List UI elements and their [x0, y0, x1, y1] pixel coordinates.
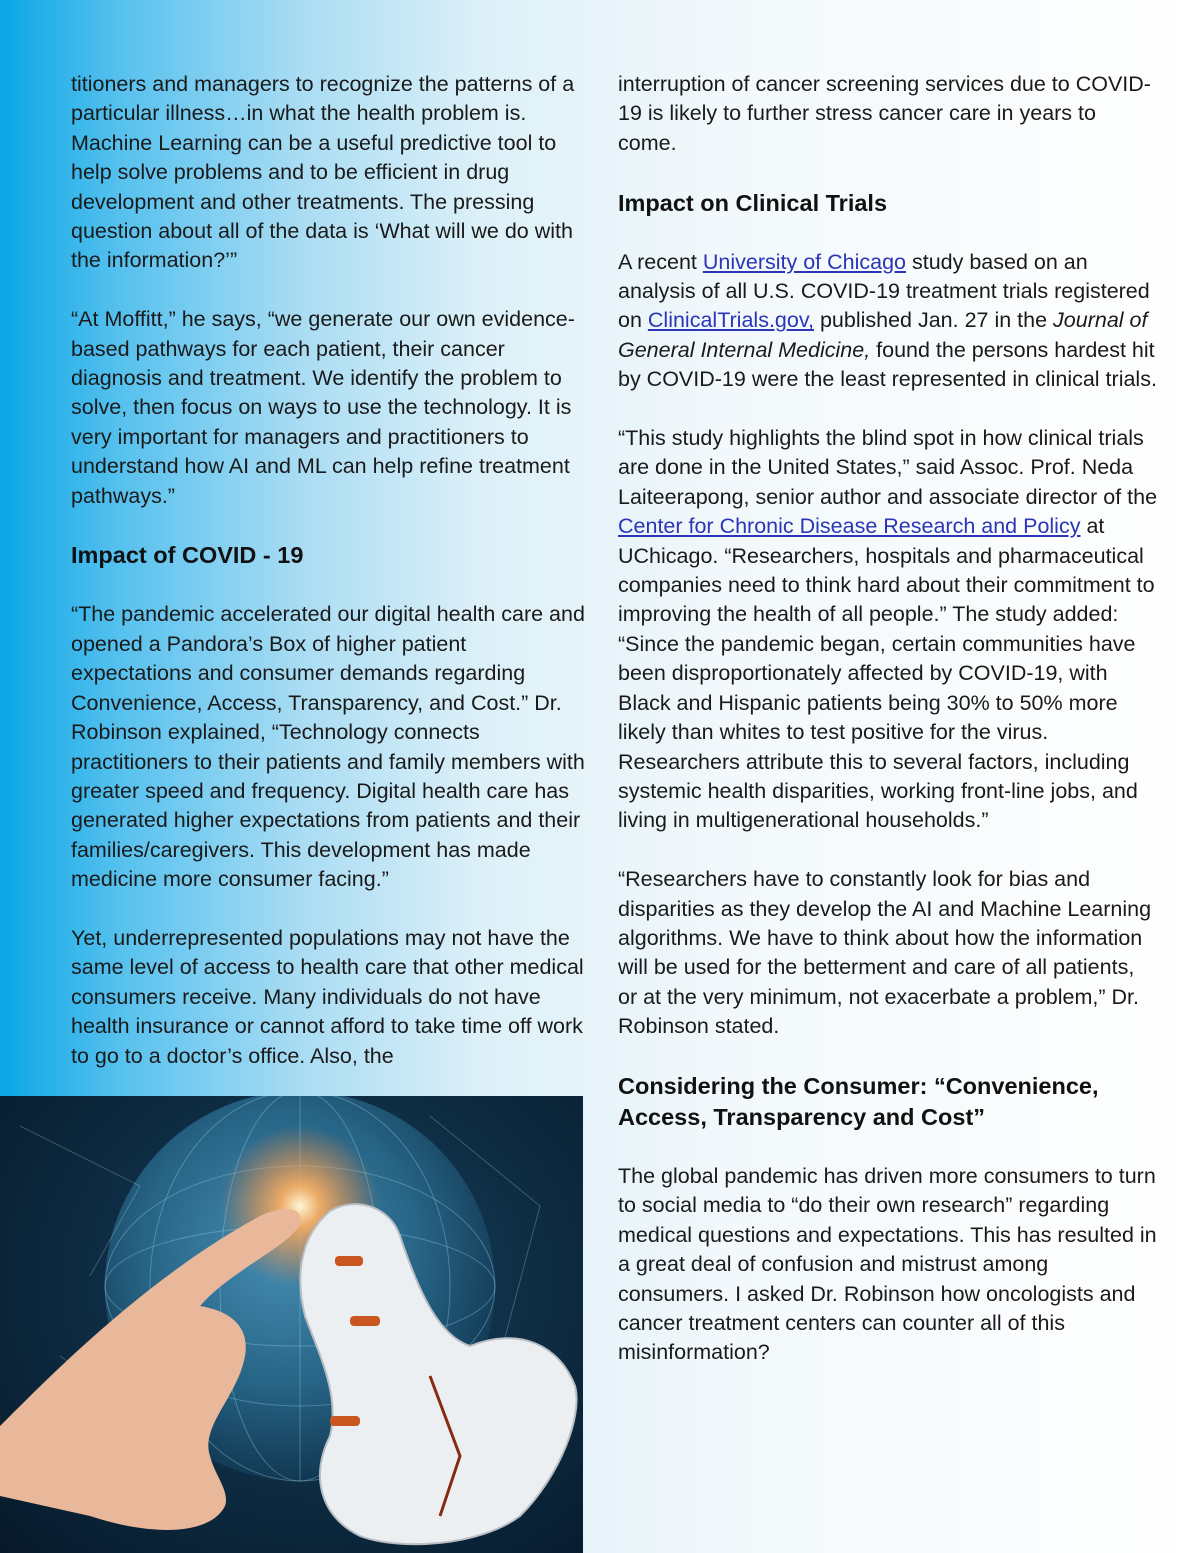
right-paragraph-4: “Researchers have to constantly look for bias and disparities as they develop the AI and Machine Learning algorithms. We have to think about how the information will be used for the betterment and care of all patients, or at the very minimum, not exacerbate a problem,” Dr. Robinson stated. [618, 867, 1152, 1039]
text-segment: found the persons hardest hit by COVID-19 were the least represented in clinical trials. [618, 337, 1157, 392]
text-segment: A recent [618, 249, 703, 274]
center-for-chronic-disease-link[interactable]: Center for Chronic Disease Research and Policy [618, 514, 1081, 539]
left-paragraph-2: “At Moffitt,” he says, “we generate our own evidence-based pathways for each patient, their cancer diagnosis and treatment. We identify the problem to solve, then focus on ways to use the technology. It is very important for managers and practitioners to understand how AI and ML can help refine treatment pathways.” [71, 307, 575, 508]
left-paragraph-1: titioners and managers to recognize the patterns of a particular illness…in what the health problem is. Machine Learning can be a useful predictive tool to help solve problems and to be efficient in drug development and other treatments. The pressing question about all of the data is ‘What will we do with the information?’” [71, 72, 575, 273]
clinicaltrials-gov-link[interactable]: ClinicalTrials.gov, [647, 308, 814, 333]
right-paragraph-1: interruption of cancer screening services due to COVID-19 is likely to further stress cancer care in years to come. [618, 72, 1151, 155]
photo-illustration [0, 1096, 583, 1553]
journal-title: Journal of General Internal Medicine, [618, 308, 1148, 362]
university-of-chicago-link[interactable]: University of Chicago [702, 249, 906, 274]
text-segment: at UChicago. “Researchers, hospitals and pharmaceutical companies need to think hard about their commitment to improving the health of all people.” The study added: “Since the pandemic began, certain communities have been disproportionately affected by COVID-19, with Black and Hispanic patients being 30% to 50% more likely than whites to test positive for the virus. Researchers attribute this to several factors, including systemic health disparities, working front-line jobs, and living in multigenerational households.” [618, 514, 1155, 833]
heading-considering-the-consumer: Considering the Consumer: “Convenience, Access, Transparency and Cost” [618, 1072, 1099, 1130]
left-paragraph-3: “The pandemic accelerated our digital health care and opened a Pandora’s Box of higher patient expectations and consumer demands regarding Convenience, Access, Transparency, and Cost.” Dr. Robinson explained, “Technology connects practitioners to their patients and family members with greater speed and frequency. Digital health care has generated higher expectations from patients and their families/caregivers. This development has made medicine more consumer facing.” [71, 602, 585, 892]
left-column [71, 70, 591, 1100]
heading-impact-on-clinical-trials: Impact on Clinical Trials [618, 189, 888, 216]
text-segment: published Jan. 27 in the [813, 308, 1054, 333]
ai-hand-globe-photo [0, 1096, 583, 1553]
text-segment: study based on an analysis of all U.S. COVID-19 treatment trials registered on [618, 249, 1150, 333]
right-paragraph-3 [618, 424, 1158, 836]
right-paragraph-2 [618, 248, 1158, 395]
right-paragraph-5: The global pandemic has driven more consumers to turn to social media to “do their own research” regarding medical questions and expectations. This has resulted in a great deal of confusion and mistrust among consumers. I asked Dr. Robinson how oncologists and cancer treatment centers can counter all of this misinformation? [618, 1163, 1157, 1365]
text-segment: “This study highlights the blind spot in how clinical trials are done in the United States,” said Assoc. Prof. Neda Laiteerapong, senior author and associate director of the [618, 426, 1158, 509]
heading-impact-of-covid: Impact of COVID - 19 [71, 542, 304, 569]
left-paragraph-4: Yet, underrepresented populations may not have the same level of access to health care that other medical consumers receive. Many individuals do not have health insurance or cannot afford to take time off work to go to a doctor’s office. Also, the [71, 925, 584, 1068]
right-column [618, 70, 1158, 1397]
